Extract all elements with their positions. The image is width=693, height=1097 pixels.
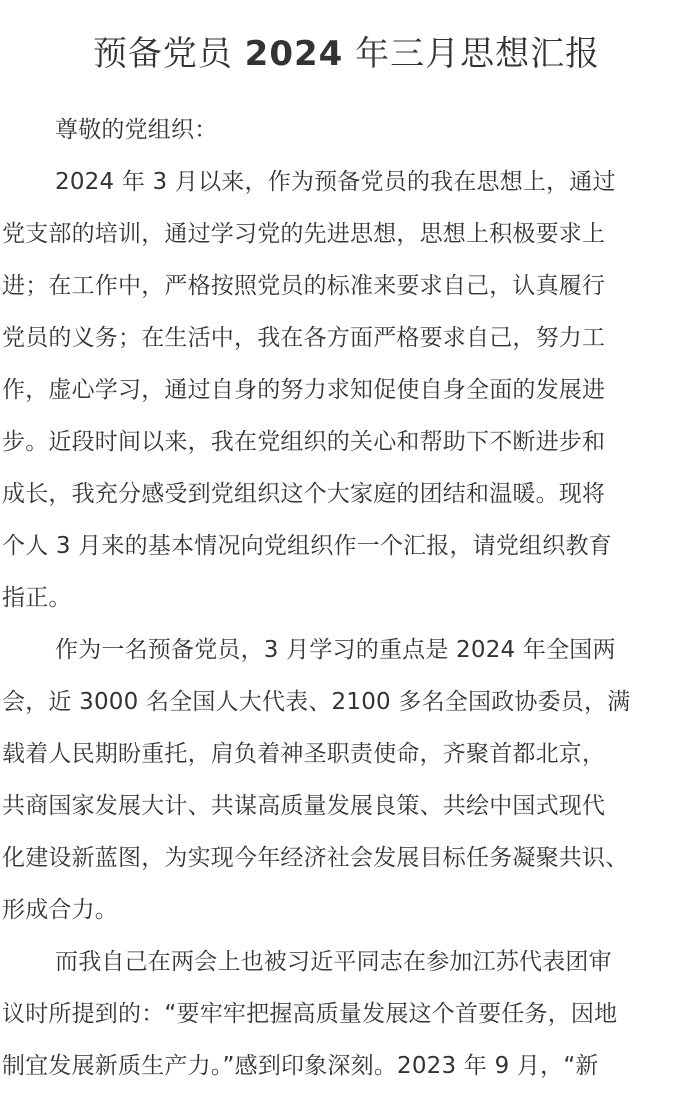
body-line: 党员的义务；在生活中，我在各方面严格要求自己，努力工	[2, 325, 606, 351]
document-body	[0, 104, 693, 1092]
body-line: 化建设新蓝图，为实现今年经济社会发展目标任务凝聚共识、	[2, 845, 629, 871]
body-line: 而我自己在两会上也被习近平同志在参加江苏代表团审	[55, 949, 612, 975]
body-line: 进；在工作中，严格按照党员的标准来要求自己，认真履行	[2, 273, 606, 299]
body-line: 个人 3 月来的基本情况向党组织作一个汇报，请党组织教育	[2, 533, 612, 559]
title-suffix: 年三月思想汇报	[355, 34, 601, 74]
body-line: 2024 年 3 月以来，作为预备党员的我在思想上，通过	[55, 169, 616, 195]
body-line: 成长，我充分感受到党组织这个大家庭的团结和温暖。现将	[2, 481, 606, 507]
body-line: 载着人民期盼重托，肩负着神圣职责使命，齐聚首都北京，	[2, 741, 606, 767]
body-line: 尊敬的党组织：	[55, 117, 218, 143]
body-line: 作为一名预备党员，3 月学习的重点是 2024 年全国两	[55, 637, 616, 663]
body-line: 共商国家发展大计、共谋高质量发展良策、共绘中国式现代	[2, 793, 606, 819]
title-prefix: 预备党员	[92, 34, 233, 74]
document-title	[0, 0, 693, 78]
body-line: 党支部的培训，通过学习党的先进思想，思想上积极要求上	[2, 221, 606, 247]
body-line: 作，虚心学习，通过自身的努力求知促使自身全面的发展进	[2, 377, 606, 403]
body-line: 会，近 3000 名全国人大代表、2100 多名全国政协委员，满	[2, 689, 631, 715]
body-line: 制宜发展新质生产力。”感到印象深刻。2023 年 9 月，“新	[2, 1053, 599, 1079]
body-line: 指正。	[2, 585, 72, 611]
body-line: 形成合力。	[2, 897, 118, 923]
body-line: 步。近段时间以来，我在党组织的关心和帮助下不断进步和	[2, 429, 606, 455]
body-line: 议时所提到的：“要牢牢把握高质量发展这个首要任务，因地	[2, 1001, 618, 1027]
title-year: 2024	[244, 34, 344, 74]
